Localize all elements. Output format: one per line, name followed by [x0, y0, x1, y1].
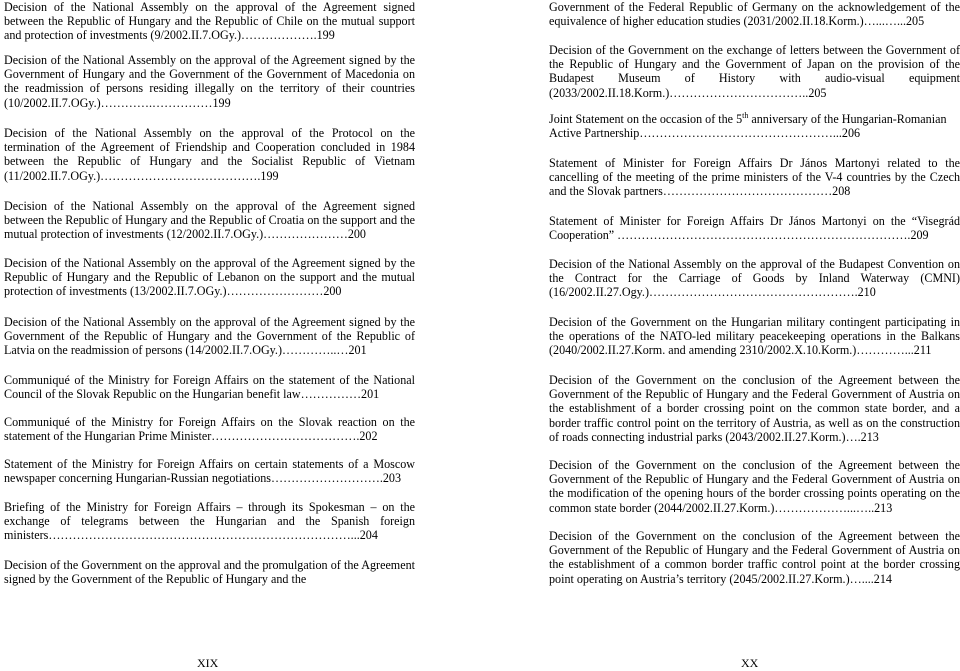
joint-statement-line-2: Active Partnership…………………………………………...206 — [549, 126, 861, 141]
toc-entry: Decision of the Government on the approval and the promulgation of the Agreement signed by the Government of the Republic of Hungary and the — [4, 558, 415, 587]
toc-entry: Decision of the National Assembly on the approval of the Agreement signed by the Government of Hungary and the Government of the Government of Macedonia on the readmission of persons residing illegally on the territory of their countries (10/2002.II.7.OGy.)………….……………199 — [4, 53, 415, 110]
page-number-right: XX — [741, 656, 759, 670]
page-number-left: XIX — [197, 656, 219, 670]
toc-entry: Communiqué of the Ministry for Foreign Affairs on the statement of the National Council of the Slovak Republic on the Hungarian benefit law……………201 — [4, 373, 415, 402]
joint-statement-text: Joint Statement on the occasion of the 5 — [549, 112, 743, 126]
toc-entry: Decision of the National Assembly on the approval of the Agreement signed between the Republic of Hungary and the Republic of Croatia on the support and the mutual protection of investments (12/2002.II.7.OGy.)…………………200 — [4, 199, 415, 242]
toc-entry: Decision of the National Assembly on the approval of the Agreement signed between the Republic of Hungary and the Republic of Chile on the mutual support and protection of investments (9/2002.II.7.OGy.)……………….199 — [4, 0, 415, 43]
toc-entry: Decision of the National Assembly on the approval of the Agreement signed by the Government of the Republic of Hungary and the Government of the Republic of Latvia on the readmission of persons (14/2002.II.7.OGy.)…………..…201 — [4, 315, 415, 358]
toc-entry: Statement of the Ministry for Foreign Affairs on certain statements of a Moscow newspaper concerning Hungarian-Russian negotiations……………………….203 — [4, 457, 415, 486]
toc-entry: Decision of the Government on the Hungarian military contingent participating in the operations of the NATO-led military peacekeeping operations in the Balkans (2040/2002.II.27.Korm. and amending 2310/2002.X.10.Korm.)…………...211 — [549, 315, 960, 358]
toc-entry: Communiqué of the Ministry for Foreign Affairs on the Slovak reaction on the statement of the Hungarian Prime Minister……………………………….202 — [4, 415, 415, 444]
toc-entry: Decision of the Government on the conclusion of the Agreement between the Government of the Republic of Hungary and the Federal Government of Austria on the establishment of a common border traffic control point at the border crossing point operating on Austria’s territory (2045/2002.II.27.Korm.)…....214 — [549, 529, 960, 586]
toc-entry: Decision of the National Assembly on the approval of the Agreement signed by the Republic of Hungary and the Republic of Lebanon on the support and the mutual protection of investments (13/2002.II.7.OGy.)……………………200 — [4, 256, 415, 299]
joint-statement-text-end: anniversary of the Hungarian-Romanian — [748, 112, 947, 126]
toc-entry: Government of the Federal Republic of Germany on the acknowledgement of the equivalence of higher education studies (2031/2002.II.18.Korm.)…...…...205 — [549, 0, 960, 29]
toc-entry: Decision of the National Assembly on the approval of the Protocol on the termination of the Agreement of Friendship and Cooperation concluded in 1984 between the Republic of Hungary and the Socialist Republic of Vietnam (11/2002.II.7.OGy.)………………………………….199 — [4, 126, 415, 183]
toc-entry: Statement of Minister for Foreign Affairs Dr János Martonyi on the “Visegrád Cooperation” ……………………………………………………………….209 — [549, 214, 960, 243]
toc-entry: Decision of the Government on the conclusion of the Agreement between the Government of the Republic of Hungary and the Federal Government of Austria on the establishment of a border crossing point on the common state border, and a border traffic control point on the territory of Austria, as well as on the construction of roads connecting industrial parks (2043/2002.II.27.Korm.)….213 — [549, 373, 960, 444]
toc-entry: Decision of the National Assembly on the approval of the Budapest Convention on the Contract for the Carriage of Goods by Inland Waterway (CMNI) (16/2002.II.27.Ogy.)…………………………………………….210 — [549, 257, 960, 300]
toc-entry: Decision of the Government on the exchange of letters between the Government of the Republic of Hungary and the Government of Japan on the provision of the Budapest Museum of History with audio-visual equipment (2033/2002.II.18.Korm.)……………………………..205 — [549, 43, 960, 100]
toc-entry: Statement of Minister for Foreign Affairs Dr János Martonyi related to the cancelling of the meeting of the prime ministers of the V-4 countries by the Czech and the Slovak partners……………………………………208 — [549, 156, 960, 199]
toc-entry: Briefing of the Ministry for Foreign Affairs – through its Spokesman – on the exchange of telegrams between the Hungarian and the Spanish foreign ministers…………………………………………………………………...204 — [4, 500, 415, 543]
ordinal-suffix: th — [742, 110, 749, 120]
toc-entry: Decision of the Government on the conclusion of the Agreement between the Government of the Republic of Hungary and the Federal Government of Austria on the modification of the opening hours of the border crossing points operating on the common state border (2044/2002.II.27.Korm.)………………...…..213 — [549, 458, 960, 515]
toc-entry-joint-statement — [549, 112, 960, 140]
